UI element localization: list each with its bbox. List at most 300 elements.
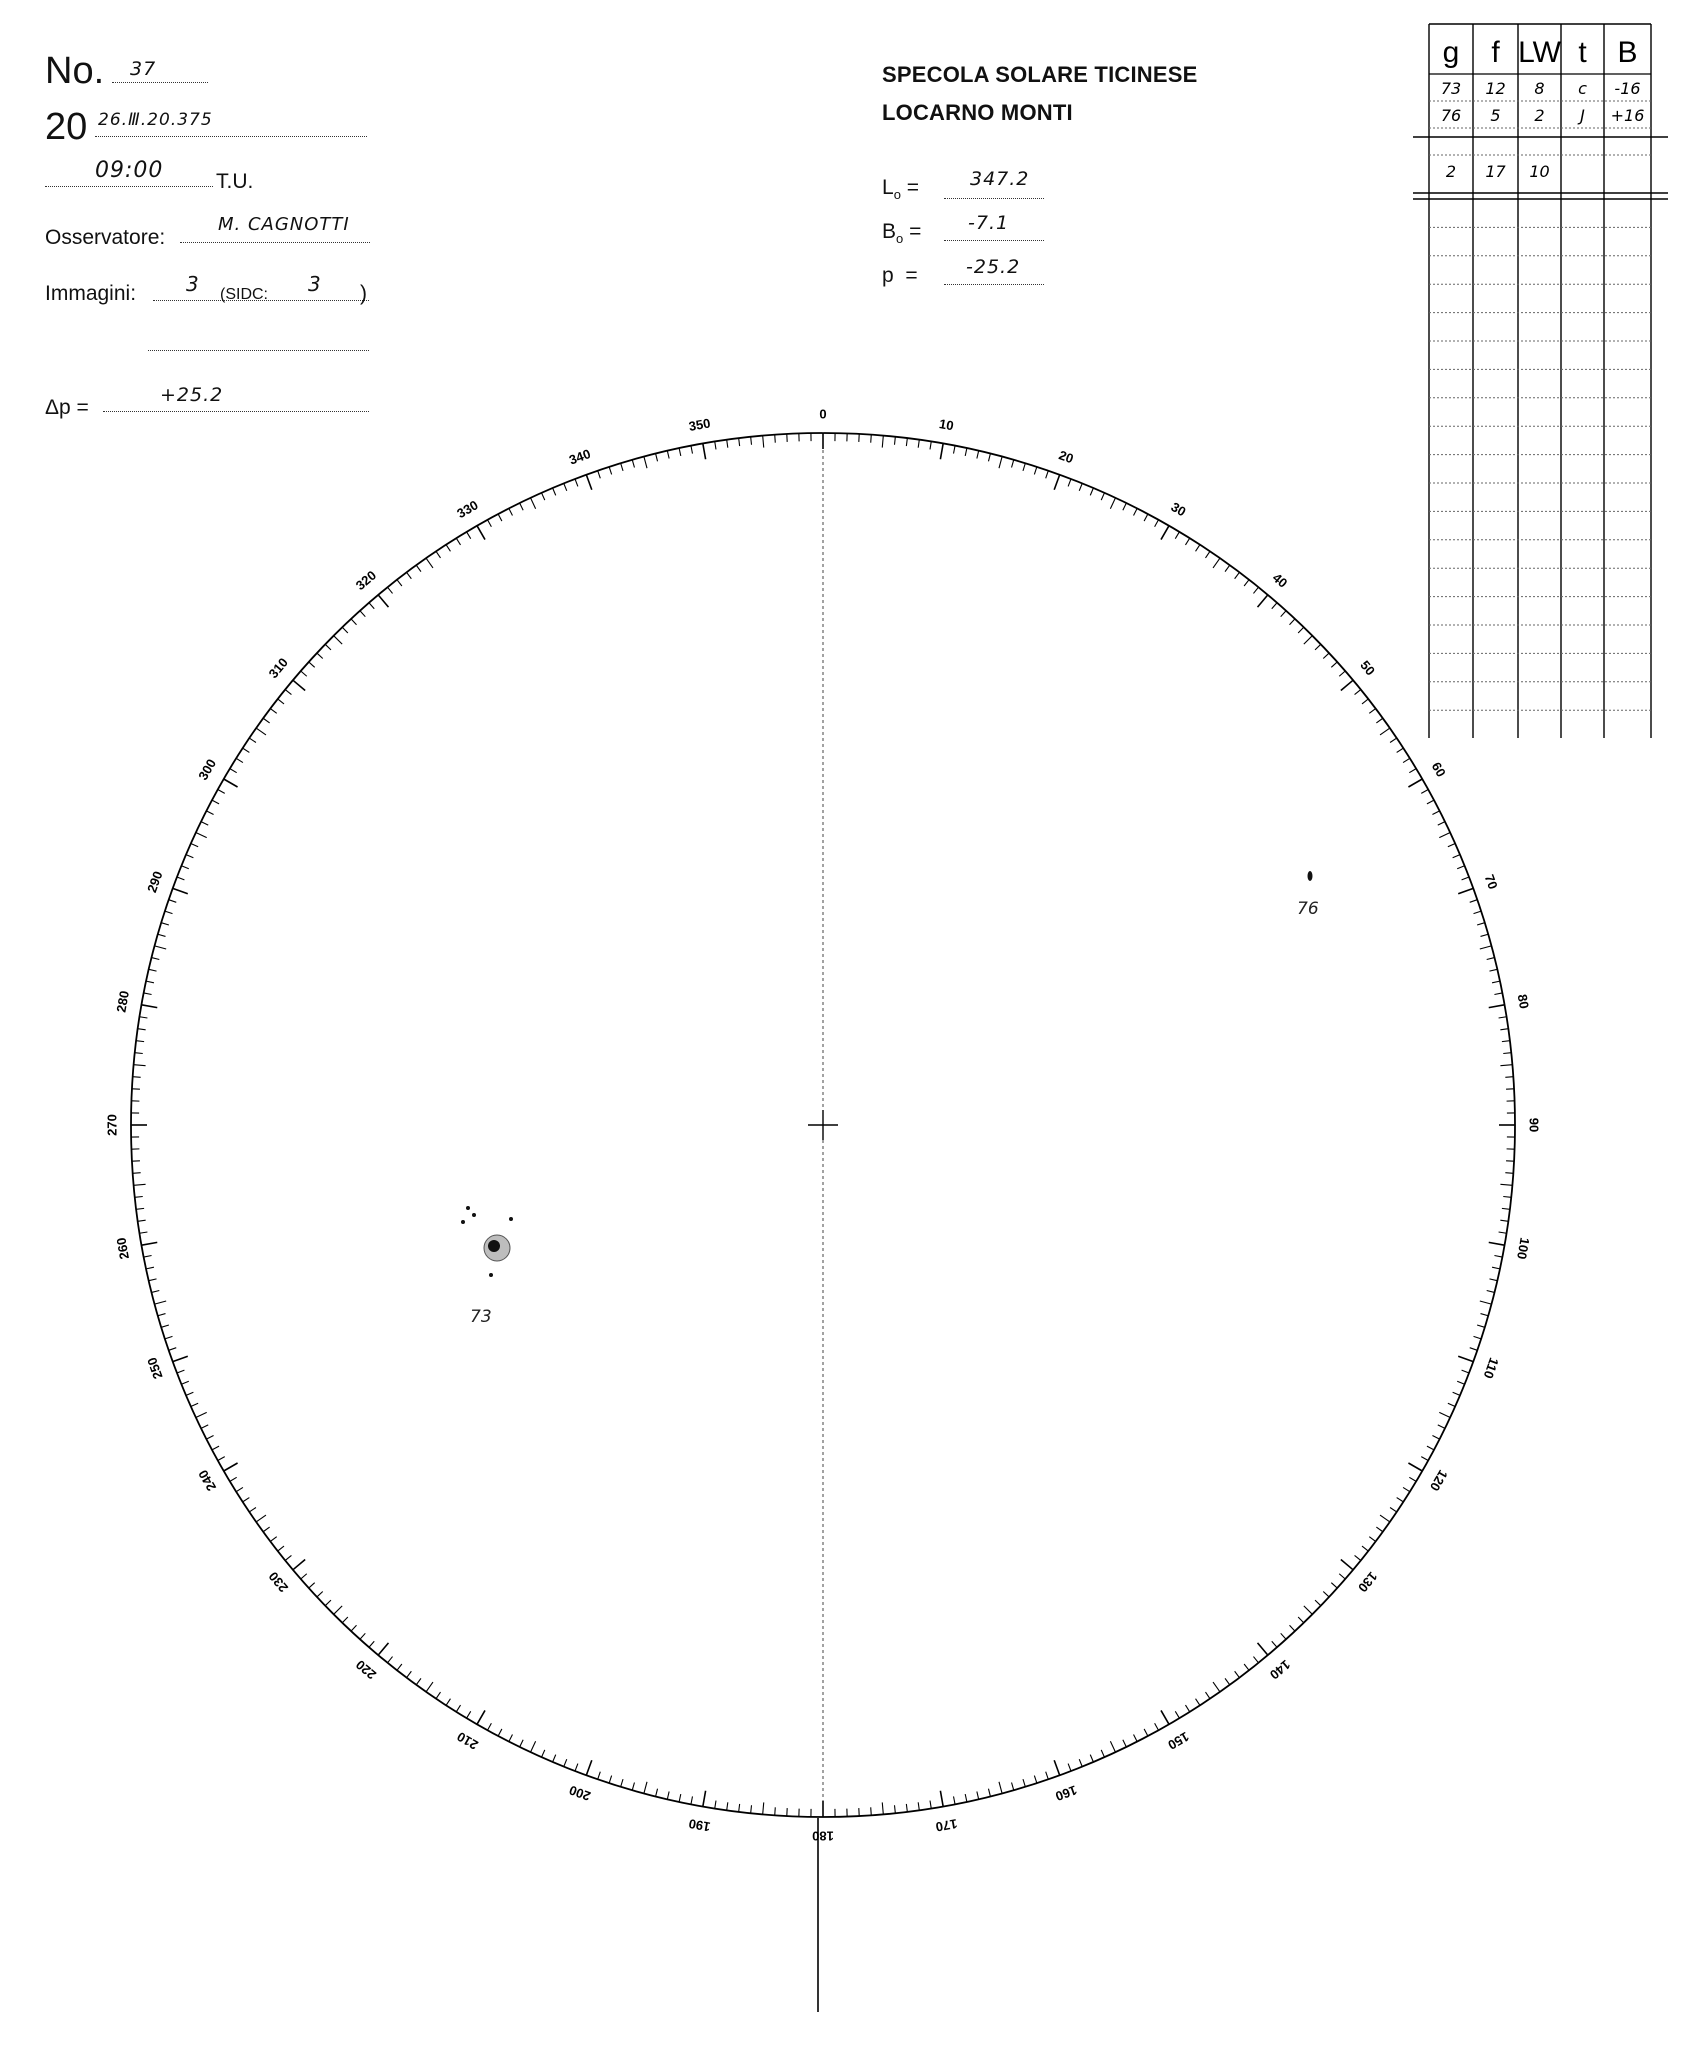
table-header: LW bbox=[1518, 36, 1561, 69]
scale-tick bbox=[894, 437, 895, 445]
scale-tick bbox=[1453, 855, 1460, 858]
scale-label: 230 bbox=[265, 1568, 292, 1596]
scale-tick bbox=[1470, 1348, 1478, 1351]
scale-tick bbox=[763, 1802, 764, 1814]
scale-tick bbox=[575, 1764, 578, 1771]
scale-label: 150 bbox=[1165, 1728, 1192, 1753]
delta-p-value: +25.2 bbox=[160, 384, 224, 406]
scale-tick bbox=[1339, 1574, 1345, 1579]
scale-tick bbox=[715, 1801, 716, 1809]
scale-tick bbox=[1315, 644, 1321, 650]
scale-label: 330 bbox=[454, 497, 481, 522]
scale-tick bbox=[1397, 1498, 1404, 1502]
scale-tick bbox=[169, 900, 177, 903]
scale-tick bbox=[378, 1643, 388, 1655]
scale-tick bbox=[553, 1755, 556, 1762]
scale-tick bbox=[1289, 1625, 1294, 1631]
scale-tick bbox=[243, 748, 250, 752]
scale-tick bbox=[520, 503, 524, 510]
scale-tick bbox=[509, 508, 513, 515]
scale-label: 310 bbox=[265, 654, 292, 682]
scale-tick bbox=[940, 1791, 943, 1807]
number-label: No. bbox=[45, 50, 105, 92]
scale-tick bbox=[1427, 800, 1434, 804]
scale-tick bbox=[1492, 981, 1500, 983]
scale-tick bbox=[1505, 1077, 1513, 1078]
scale-tick bbox=[1390, 1507, 1397, 1511]
scale-tick bbox=[173, 1356, 188, 1361]
scale-tick bbox=[218, 790, 225, 794]
scale-tick bbox=[598, 471, 601, 479]
scale-tick bbox=[871, 435, 872, 443]
scale-tick bbox=[1155, 520, 1159, 527]
scale-tick bbox=[1281, 611, 1286, 617]
scale-tick bbox=[1012, 1783, 1014, 1791]
scale-tick bbox=[1304, 1606, 1312, 1614]
scale-tick bbox=[1502, 1208, 1510, 1209]
scale-tick bbox=[133, 1077, 141, 1078]
sidc-close: ) bbox=[360, 282, 367, 305]
table-header: B bbox=[1617, 36, 1638, 69]
scale-tick bbox=[325, 1600, 331, 1606]
scale-label: 40 bbox=[1269, 569, 1291, 591]
scale-tick bbox=[416, 565, 421, 571]
scale-tick bbox=[1376, 718, 1382, 723]
scale-tick bbox=[1205, 1692, 1209, 1699]
table-cell: c bbox=[1578, 79, 1587, 98]
scale-tick bbox=[407, 1671, 412, 1677]
scale-tick bbox=[436, 551, 440, 558]
scale-tick bbox=[212, 800, 219, 804]
scale-tick bbox=[134, 1184, 146, 1185]
scale-tick bbox=[1369, 1537, 1375, 1542]
scale-label: 90 bbox=[1526, 1117, 1542, 1133]
scale-tick bbox=[1289, 619, 1294, 625]
scale-tick bbox=[206, 811, 213, 815]
scale-tick bbox=[1054, 1760, 1059, 1775]
scale-tick bbox=[158, 1314, 166, 1316]
scale-tick bbox=[1185, 538, 1189, 545]
scale-tick bbox=[679, 1794, 681, 1802]
scale-tick bbox=[136, 1208, 144, 1209]
scale-tick bbox=[906, 1804, 907, 1812]
scale-tick bbox=[140, 1017, 148, 1018]
scale-tick bbox=[1421, 1457, 1428, 1461]
scale-tick bbox=[1253, 1657, 1258, 1663]
observatory-location: LOCARNO MONTI bbox=[882, 100, 1073, 125]
scale-tick bbox=[1213, 558, 1220, 568]
scale-tick bbox=[1432, 1436, 1439, 1440]
scale-tick bbox=[1380, 1515, 1390, 1522]
scale-label: 350 bbox=[687, 415, 712, 435]
scale-tick bbox=[416, 1678, 421, 1684]
scale-tick bbox=[488, 520, 492, 527]
scale-tick bbox=[1403, 758, 1410, 762]
scale-tick bbox=[531, 498, 536, 509]
scale-tick bbox=[1235, 1671, 1240, 1677]
scale-tick bbox=[727, 440, 728, 448]
sunspot-group-76 bbox=[1297, 871, 1319, 919]
scale-tick bbox=[1448, 844, 1455, 847]
scale-tick bbox=[1477, 1325, 1485, 1327]
scale-tick bbox=[1253, 587, 1258, 593]
scale-tick bbox=[1161, 526, 1169, 540]
scale-tick bbox=[1409, 769, 1416, 773]
scale-label: 250 bbox=[144, 1355, 166, 1381]
scale-tick bbox=[1144, 514, 1148, 521]
table-cell: 76 bbox=[1440, 106, 1462, 125]
sidc-label: (SIDC: bbox=[220, 286, 268, 303]
scale-tick bbox=[397, 580, 402, 586]
scale-tick bbox=[230, 769, 237, 773]
scale-tick bbox=[158, 934, 166, 936]
scale-tick bbox=[1225, 565, 1230, 571]
scale-label: 100 bbox=[1513, 1236, 1533, 1261]
scale-tick bbox=[138, 1220, 146, 1221]
scale-tick bbox=[135, 1196, 143, 1197]
scale-tick bbox=[1503, 1196, 1511, 1197]
scale-tick bbox=[378, 595, 388, 607]
scale-tick bbox=[1462, 877, 1469, 880]
scale-label: 10 bbox=[938, 416, 955, 434]
scale-tick bbox=[586, 475, 591, 490]
scale-tick bbox=[644, 457, 647, 469]
scale-tick bbox=[436, 1692, 440, 1699]
scale-tick bbox=[191, 1403, 198, 1406]
scale-tick bbox=[140, 1232, 148, 1233]
scale-tick bbox=[152, 1290, 160, 1292]
scale-tick bbox=[369, 1641, 374, 1647]
scale-tick bbox=[531, 1741, 536, 1752]
table-header: g bbox=[1442, 36, 1460, 69]
scale-tick bbox=[149, 1279, 157, 1281]
scale-tick bbox=[1470, 900, 1478, 903]
scale-tick bbox=[871, 1807, 872, 1815]
scale-tick bbox=[161, 923, 169, 925]
scale-tick bbox=[224, 779, 238, 787]
scale-label: 30 bbox=[1168, 499, 1189, 520]
scale-tick bbox=[1362, 1546, 1368, 1551]
scale-tick bbox=[181, 866, 188, 869]
scale-tick bbox=[988, 454, 990, 462]
scale-tick bbox=[553, 488, 556, 495]
scale-tick bbox=[270, 709, 276, 714]
scale-tick bbox=[146, 1267, 154, 1269]
scale-tick bbox=[186, 1392, 193, 1395]
scale-tick bbox=[1079, 1759, 1082, 1766]
scale-tick bbox=[918, 440, 919, 448]
scale-tick bbox=[488, 1723, 492, 1730]
scale-tick bbox=[1448, 1403, 1455, 1406]
scale-tick bbox=[715, 442, 716, 450]
scale-tick bbox=[667, 451, 669, 459]
scale-tick bbox=[1054, 475, 1059, 490]
scale-tick bbox=[186, 855, 193, 858]
scale-tick bbox=[224, 1463, 238, 1471]
scale-tick bbox=[1500, 1029, 1508, 1030]
images-value: 3 bbox=[186, 272, 200, 296]
scale-tick bbox=[1205, 551, 1209, 558]
group-number-73: 73 bbox=[470, 1307, 492, 1327]
scale-label: 160 bbox=[1053, 1782, 1079, 1804]
scale-tick bbox=[212, 1446, 219, 1450]
scale-label: 220 bbox=[352, 1656, 380, 1683]
scale-tick bbox=[155, 946, 167, 949]
table-header: t bbox=[1578, 36, 1587, 69]
scale-tick bbox=[256, 1515, 266, 1522]
scale-tick bbox=[632, 460, 634, 468]
table-cell: 2 bbox=[1534, 106, 1545, 125]
table-cell: J bbox=[1580, 106, 1585, 125]
scale-tick bbox=[1369, 709, 1375, 714]
scale-label: 130 bbox=[1354, 1568, 1381, 1596]
scale-tick bbox=[456, 1705, 460, 1712]
scale-tick bbox=[498, 1729, 502, 1736]
scale-tick bbox=[1453, 1392, 1460, 1395]
scale-tick bbox=[1499, 1017, 1507, 1018]
scale-tick bbox=[1427, 1446, 1434, 1450]
scale-tick bbox=[498, 514, 502, 521]
scale-tick bbox=[965, 1794, 967, 1802]
scale-label: 190 bbox=[687, 1815, 712, 1835]
scale-tick bbox=[1244, 580, 1249, 586]
scale-tick bbox=[334, 1606, 342, 1614]
table-total-cell: 2 bbox=[1445, 162, 1457, 181]
scale-tick bbox=[1355, 690, 1361, 695]
scale-tick bbox=[763, 436, 764, 448]
scale-tick bbox=[1023, 463, 1025, 471]
scale-tick bbox=[1123, 1740, 1127, 1747]
scale-tick bbox=[739, 438, 740, 446]
scale-tick bbox=[1323, 1591, 1329, 1596]
scale-tick bbox=[1480, 946, 1492, 949]
scale-tick bbox=[1258, 1643, 1268, 1655]
scale-tick bbox=[1298, 627, 1304, 633]
scale-tick bbox=[739, 1804, 740, 1812]
scale-label: 290 bbox=[144, 869, 166, 895]
sidc-value: 3 bbox=[308, 272, 322, 296]
scale-tick bbox=[138, 1029, 146, 1030]
scale-tick bbox=[656, 1789, 658, 1797]
scale-tick bbox=[249, 738, 256, 742]
scale-tick bbox=[301, 1574, 307, 1579]
scale-tick bbox=[177, 877, 184, 880]
date-value: 26.Ⅲ.20.375 bbox=[98, 110, 213, 130]
scale-tick bbox=[965, 448, 967, 456]
scale-tick bbox=[278, 699, 284, 704]
scale-tick bbox=[1421, 790, 1428, 794]
pore bbox=[509, 1217, 513, 1221]
scale-tick bbox=[1481, 934, 1489, 936]
scale-tick bbox=[206, 1436, 213, 1440]
scale-tick bbox=[1298, 1617, 1304, 1623]
scale-label: 20 bbox=[1056, 447, 1076, 467]
scale-tick bbox=[988, 1789, 990, 1797]
scale-tick bbox=[1134, 1734, 1138, 1741]
scale-tick bbox=[142, 1005, 158, 1008]
scale-tick bbox=[1432, 811, 1439, 815]
scale-label: 80 bbox=[1514, 993, 1532, 1010]
scale-tick bbox=[1272, 1641, 1277, 1647]
scale-tick bbox=[1500, 1184, 1512, 1185]
scale-tick bbox=[1323, 653, 1329, 658]
scale-tick bbox=[1481, 1314, 1489, 1316]
scale-tick bbox=[456, 538, 460, 545]
scale-tick bbox=[691, 446, 693, 454]
scale-tick bbox=[142, 1242, 158, 1245]
scale-tick bbox=[467, 1711, 471, 1718]
scale-tick bbox=[1161, 1710, 1169, 1724]
scale-tick bbox=[918, 1802, 919, 1810]
scale-tick bbox=[1144, 1729, 1148, 1736]
scale-tick bbox=[388, 1657, 393, 1663]
group-number-76: 76 bbox=[1297, 899, 1319, 919]
scale-tick bbox=[285, 1555, 291, 1560]
scale-tick bbox=[1462, 1370, 1469, 1373]
scale-tick bbox=[201, 822, 208, 826]
scale-tick bbox=[609, 467, 611, 475]
scale-tick bbox=[564, 1759, 567, 1766]
scale-tick bbox=[1362, 699, 1368, 704]
scale-tick bbox=[542, 493, 545, 500]
scale-tick bbox=[309, 662, 315, 667]
table-total-cell: 17 bbox=[1485, 162, 1506, 181]
scale-tick bbox=[977, 1791, 979, 1799]
scale-tick bbox=[165, 1336, 173, 1338]
scale-tick bbox=[1315, 1600, 1321, 1606]
scale-tick bbox=[564, 483, 567, 490]
number-value: 37 bbox=[130, 58, 157, 80]
scale-tick bbox=[325, 644, 331, 650]
scale-tick bbox=[598, 1772, 601, 1780]
scale-tick bbox=[144, 993, 152, 995]
scale-tick bbox=[334, 636, 342, 644]
images-label: Immagini: bbox=[45, 282, 137, 305]
scale-tick bbox=[999, 1782, 1002, 1794]
scale-tick bbox=[360, 1633, 365, 1639]
p-value: -25.2 bbox=[966, 256, 1021, 278]
scale-tick bbox=[1090, 1755, 1093, 1762]
scale-label: 280 bbox=[113, 989, 133, 1014]
scale-tick bbox=[1500, 1065, 1512, 1066]
scale-tick bbox=[775, 1807, 776, 1815]
scale-tick bbox=[152, 958, 160, 960]
scale-tick bbox=[1244, 1664, 1249, 1670]
scale-tick bbox=[426, 558, 433, 568]
scale-tick bbox=[173, 888, 188, 893]
scale-tick bbox=[285, 690, 291, 695]
scale-tick bbox=[135, 1053, 143, 1054]
scale-label: 0 bbox=[819, 406, 827, 422]
scale-tick bbox=[703, 444, 706, 460]
scale-tick bbox=[691, 1796, 693, 1804]
scale-tick bbox=[181, 1381, 188, 1384]
scale-tick bbox=[906, 438, 907, 446]
table-header: f bbox=[1491, 36, 1500, 69]
scale-tick bbox=[230, 1477, 237, 1481]
scale-tick bbox=[1505, 1173, 1513, 1174]
scale-tick bbox=[1079, 483, 1082, 490]
scale-tick bbox=[1403, 1487, 1410, 1491]
scale-tick bbox=[407, 572, 412, 578]
scale-tick bbox=[1480, 1301, 1492, 1304]
scale-tick bbox=[1499, 1232, 1507, 1233]
scale-tick bbox=[1012, 460, 1014, 468]
scale-label: 200 bbox=[567, 1782, 593, 1804]
scale-tick bbox=[1258, 595, 1268, 607]
scale-tick bbox=[727, 1802, 728, 1810]
scale-tick bbox=[520, 1740, 524, 1747]
scale-tick bbox=[161, 1325, 169, 1327]
scale-tick bbox=[1502, 1041, 1510, 1042]
time-unit: T.U. bbox=[216, 170, 254, 193]
time-value: 09:00 bbox=[95, 158, 164, 183]
scale-tick bbox=[1487, 1290, 1495, 1292]
scale-tick bbox=[1272, 603, 1277, 609]
p-label: p = bbox=[882, 264, 918, 287]
scale-tick bbox=[263, 1527, 269, 1532]
scale-tick bbox=[1376, 1527, 1382, 1532]
scale-tick bbox=[270, 1537, 276, 1542]
scale-tick bbox=[775, 435, 776, 443]
scale-tick bbox=[196, 833, 207, 838]
scale-tick bbox=[397, 1664, 402, 1670]
scale-tick bbox=[882, 436, 883, 448]
scale-label: 120 bbox=[1426, 1467, 1451, 1494]
scale-tick bbox=[1046, 471, 1049, 479]
scale-tick bbox=[342, 1617, 348, 1623]
scale-tick bbox=[1474, 911, 1482, 913]
scale-tick bbox=[236, 758, 243, 762]
scale-label: 50 bbox=[1357, 657, 1379, 679]
scale-tick bbox=[1134, 508, 1138, 515]
observer-value: M. CAGNOTTI bbox=[218, 214, 350, 235]
scale-tick bbox=[317, 1591, 323, 1596]
scale-tick bbox=[1503, 1053, 1511, 1054]
scale-tick bbox=[1341, 680, 1353, 690]
table-total-cell: 10 bbox=[1529, 162, 1550, 181]
scale-tick bbox=[1225, 1678, 1230, 1684]
scale-label: 340 bbox=[567, 446, 593, 468]
scale-tick bbox=[977, 451, 979, 459]
scale-tick bbox=[894, 1805, 895, 1813]
scale-tick bbox=[278, 1546, 284, 1551]
scale-tick bbox=[1477, 923, 1485, 925]
scale-tick bbox=[351, 619, 356, 625]
scale-tick bbox=[1494, 993, 1502, 995]
scale-tick bbox=[155, 1301, 167, 1304]
scale-tick bbox=[134, 1065, 146, 1066]
scale-tick bbox=[667, 1791, 669, 1799]
scale-label: 260 bbox=[113, 1236, 133, 1261]
scale-tick bbox=[1175, 1711, 1179, 1718]
sunspot-group-73 bbox=[461, 1206, 513, 1327]
scale-tick bbox=[293, 1560, 305, 1570]
scale-tick bbox=[1409, 1477, 1416, 1481]
scale-label: 180 bbox=[812, 1828, 834, 1844]
scale-tick bbox=[218, 1457, 225, 1461]
scale-label: 170 bbox=[934, 1815, 959, 1835]
scale-tick bbox=[1023, 1779, 1025, 1787]
scale-tick bbox=[1046, 1772, 1049, 1780]
scale-tick bbox=[360, 611, 365, 617]
scale-tick bbox=[1196, 545, 1200, 552]
scale-label: 60 bbox=[1428, 759, 1449, 780]
delta-p-label: Δp = bbox=[45, 396, 89, 419]
scale-tick bbox=[1380, 728, 1390, 735]
scale-tick bbox=[1492, 1267, 1500, 1269]
scale-tick bbox=[1068, 1764, 1071, 1771]
